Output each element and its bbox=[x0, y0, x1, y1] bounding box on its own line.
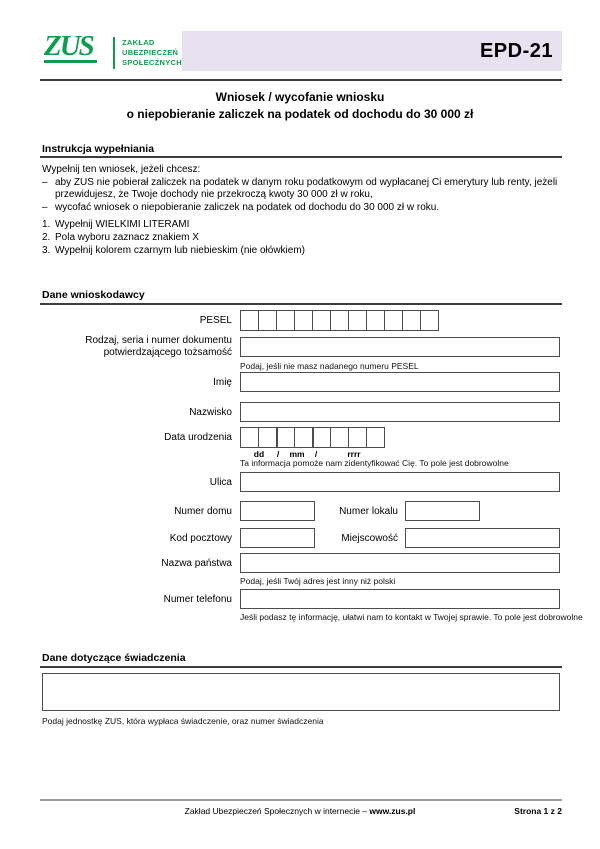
bullet-text: aby ZUS nie pobierał zaliczek na podatek w danym roku podatkowym od wypłacanej Ci emerytury lub renty, jeżeli przewidujesz, że Twoje dochody nie przekroczą kwoty 30 000 zł w roku, bbox=[55, 177, 558, 201]
document-label-line1: Rodzaj, seria i numer dokumentu bbox=[85, 335, 232, 346]
phone-label: Numer telefonu bbox=[163, 594, 232, 605]
first-name-input[interactable] bbox=[240, 372, 560, 392]
section-rule bbox=[40, 303, 562, 305]
char-box[interactable] bbox=[258, 427, 277, 448]
footer-org-text: Zakład Ubezpieczeń Społecznych w internecie – bbox=[184, 806, 370, 816]
page-indicator: Strona 1 z 2 bbox=[514, 806, 562, 816]
bullet-marker: – bbox=[42, 201, 48, 213]
step-item bbox=[42, 232, 562, 245]
bullet-text: wycofać wniosek o niepobieranie zaliczek na podatek od dochodu do 30 000 zł w roku. bbox=[55, 201, 440, 213]
benefit-hint: Podaj jednostkę ZUS, która wypłaca świadczenie, oraz numer świadczenia bbox=[42, 716, 324, 726]
house-number-label: Numer domu bbox=[174, 506, 232, 517]
birth-date-hint: Ta informacja pomoże nam zidentyfikować Cię. To pole jest dobrowolne bbox=[240, 458, 509, 468]
char-box[interactable] bbox=[258, 310, 277, 331]
step-number: 3. bbox=[42, 244, 51, 256]
instructions-intro: Wypełnij ten wniosek, jeżeli chcesz: bbox=[42, 164, 201, 175]
country-input[interactable] bbox=[240, 553, 560, 573]
char-box[interactable] bbox=[366, 310, 385, 331]
birth-date-input[interactable] bbox=[240, 427, 385, 448]
birth-date-label: Data urodzenia bbox=[164, 432, 232, 443]
step-item bbox=[42, 245, 562, 258]
step-number: 1. bbox=[42, 219, 51, 230]
document-input[interactable] bbox=[240, 337, 560, 357]
street-label: Ulica bbox=[209, 477, 232, 488]
char-box[interactable] bbox=[420, 310, 439, 331]
zus-logo: ZUS bbox=[44, 32, 97, 63]
char-box[interactable] bbox=[366, 427, 385, 448]
date-format-sep: / bbox=[276, 449, 280, 459]
postal-code-label: Kod pocztowy bbox=[169, 533, 232, 544]
date-format-yyyy: rrrr bbox=[347, 449, 361, 459]
instructions-bullet-list bbox=[42, 177, 562, 214]
char-box[interactable] bbox=[402, 310, 421, 331]
step-number: 2. bbox=[42, 231, 51, 243]
org-line: SPOŁECZNYCH bbox=[122, 58, 182, 67]
section-rule bbox=[40, 666, 562, 668]
footer-rule bbox=[40, 799, 562, 801]
char-box[interactable] bbox=[294, 310, 313, 331]
footer-website: www.zus.pl bbox=[369, 806, 416, 816]
phone-hint: Jeśli podasz tę informację, ułatwi nam to kontakt w Twojej sprawie. To pole jest dobrowolne bbox=[240, 612, 583, 622]
document-label bbox=[42, 335, 232, 358]
organization-name bbox=[122, 38, 182, 68]
phone-input[interactable] bbox=[240, 589, 560, 609]
bullet-item bbox=[42, 202, 562, 214]
form-code: EPD-21 bbox=[479, 40, 553, 62]
pesel-label: PESEL bbox=[199, 315, 232, 326]
section-heading-instructions: Instrukcja wypełniania bbox=[42, 143, 155, 155]
date-format-dd: dd bbox=[253, 449, 265, 459]
date-format-sep: / bbox=[314, 449, 318, 459]
step-text: Wypełnij WIELKIMI LITERAMI bbox=[55, 219, 190, 230]
char-box[interactable] bbox=[240, 427, 259, 448]
header-rule bbox=[40, 79, 562, 81]
org-line: ZAKŁAD bbox=[122, 38, 155, 47]
country-hint: Podaj, jeśli Twój adres jest inny niż polski bbox=[240, 576, 396, 586]
section-heading-benefit: Dane dotyczące świadczenia bbox=[42, 652, 186, 664]
instructions-step-list bbox=[42, 219, 562, 257]
city-label: Miejscowość bbox=[341, 533, 398, 544]
country-label: Nazwa państwa bbox=[161, 558, 232, 569]
char-box[interactable] bbox=[384, 310, 403, 331]
apartment-number-input[interactable] bbox=[405, 501, 480, 521]
first-name-label: Imię bbox=[213, 377, 232, 388]
pesel-input[interactable] bbox=[240, 310, 439, 331]
form-title bbox=[0, 89, 600, 123]
step-text: Wypełnij kolorem czarnym lub niebieskim (nie ołówkiem) bbox=[55, 244, 305, 256]
bullet-marker: – bbox=[42, 177, 48, 188]
city-input[interactable] bbox=[405, 528, 560, 548]
document-label-line2: potwierdzającego tożsamość bbox=[103, 346, 232, 358]
form-title-line1: Wniosek / wycofanie wniosku bbox=[215, 90, 385, 104]
org-line: UBEZPIECZEŃ bbox=[122, 48, 179, 57]
last-name-input[interactable] bbox=[240, 402, 560, 422]
step-item bbox=[42, 219, 562, 232]
benefit-input[interactable] bbox=[42, 673, 560, 711]
char-box[interactable] bbox=[240, 310, 259, 331]
section-rule bbox=[40, 156, 562, 158]
char-box[interactable] bbox=[312, 427, 331, 448]
step-text: Pola wyboru zaznacz znakiem X bbox=[55, 231, 199, 243]
char-box[interactable] bbox=[312, 310, 331, 331]
char-box[interactable] bbox=[294, 427, 313, 448]
document-hint: Podaj, jeśli nie masz nadanego numeru PESEL bbox=[240, 361, 419, 371]
char-box[interactable] bbox=[330, 310, 349, 331]
char-box[interactable] bbox=[348, 427, 367, 448]
apartment-number-label: Numer lokalu bbox=[339, 506, 398, 517]
last-name-label: Nazwisko bbox=[189, 407, 232, 418]
footer-text bbox=[0, 806, 600, 816]
date-format-mm: mm bbox=[289, 449, 305, 459]
logo-divider bbox=[113, 37, 115, 69]
char-box[interactable] bbox=[330, 427, 349, 448]
form-title-line2: o niepobieranie zaliczek na podatek od dochodu do 30 000 zł bbox=[126, 107, 474, 121]
char-box[interactable] bbox=[276, 427, 295, 448]
char-box[interactable] bbox=[348, 310, 367, 331]
street-input[interactable] bbox=[240, 472, 560, 492]
section-heading-applicant: Dane wnioskodawcy bbox=[42, 289, 145, 301]
char-box[interactable] bbox=[276, 310, 295, 331]
form-code-banner bbox=[182, 31, 562, 71]
bullet-item bbox=[42, 177, 562, 202]
